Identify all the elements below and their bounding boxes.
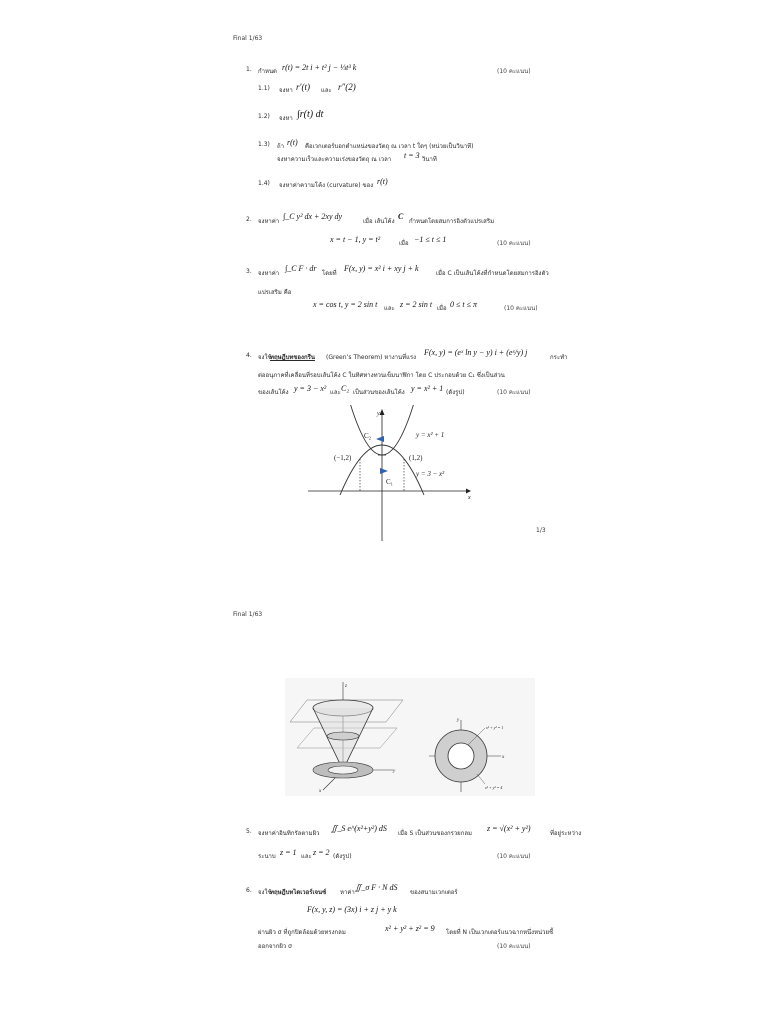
q6-text-c: ของสนามเวกเตอร์ bbox=[410, 889, 458, 896]
fig5-axis-x: x bbox=[319, 789, 322, 794]
fig4-y-arrow-icon bbox=[380, 409, 385, 415]
q3-range-text: เมื่อ bbox=[437, 305, 447, 312]
fig5-ring-outer-label: x² + y² = 4 bbox=[485, 785, 503, 790]
q5-text-a: จงหาค่าอินทิกรัลตามผิว bbox=[258, 830, 320, 837]
q1-3-line1: คือเวกเตอร์บอกตำแหน่งของวัตถุ ณ เวลา t ใดๆ (หน่วยเป็นวินาที) bbox=[305, 143, 474, 150]
fig4-axis-x-label: x bbox=[468, 495, 471, 501]
q3-text-c: เมื่อ C เป็นเส้นโค้งที่กำหนดโดยสมการอิงตัว bbox=[436, 270, 549, 277]
fig5-ring-inner-label: x² + y² = 1 bbox=[486, 725, 504, 730]
q1-vector-r: r(t) = 2t i + t² j − ⅓t³ k bbox=[282, 63, 357, 72]
q5-text-b: เมื่อ S เป็นส่วนของกรวยกลม bbox=[398, 830, 472, 837]
q1-4-number: 1.4) bbox=[258, 180, 270, 187]
q4-curve2-label: C₂ bbox=[341, 384, 350, 393]
fig4-label-upper-curve: y = x² + 1 bbox=[416, 431, 445, 439]
q4-curve1: y = 3 − x² bbox=[294, 384, 327, 393]
q2-text-c: กำหนดโดยสมการอิงตัวแปรเสริม bbox=[409, 218, 495, 225]
q5-plane-z2: z = 2 bbox=[313, 848, 330, 857]
fig4-label-lower-curve: y = 3 − x² bbox=[416, 470, 445, 478]
fig4-c1-direction-icon bbox=[380, 468, 388, 474]
q3-line2: แปรเสริม คือ bbox=[258, 289, 292, 296]
q6-points: (10 คะแนน) bbox=[497, 943, 531, 950]
q5-and: และ bbox=[301, 853, 312, 860]
q4-line3a: ของเส้นโค้ง bbox=[258, 389, 289, 396]
q4-text-c: กระทำ bbox=[550, 354, 568, 361]
q2-points: (10 คะแนน) bbox=[497, 240, 531, 247]
q1-points: (10 คะแนน) bbox=[497, 68, 531, 75]
q1-1-number: 1.1) bbox=[258, 85, 270, 92]
fig4-c2-direction-icon bbox=[376, 436, 384, 442]
q3-text-a: จงหาค่า bbox=[258, 270, 280, 277]
q1-2-text: จงหา bbox=[279, 115, 293, 122]
q2-text-b: เมื่อ เส้นโค้ง bbox=[363, 218, 395, 225]
q5-plane-z1: z = 1 bbox=[280, 848, 297, 857]
fig4-label-left-point: (−1,2) bbox=[334, 454, 352, 462]
q6-field: F(x, y, z) = (3x) i + z j + y k bbox=[307, 905, 397, 914]
q4-line3b: และ bbox=[330, 389, 341, 396]
q1-1-and: และ bbox=[321, 87, 332, 94]
q6-line3a: ผ่านผิว σ ที่ถูกปิดล้อมด้วยทรงกลม bbox=[258, 929, 346, 936]
q6-number: 6. bbox=[246, 887, 252, 894]
q3-integral: ∫_C F · dr bbox=[285, 264, 317, 273]
fig5-ring-axis-x: x bbox=[502, 755, 505, 760]
q1-number: 1. bbox=[246, 66, 252, 73]
q1-3-expr: r(t) bbox=[287, 138, 298, 147]
q5-surface: z = √(x² + y²) bbox=[487, 824, 531, 833]
q6-theorem: ทฤษฎีบทไดเวอร์เจนซ์ bbox=[270, 889, 327, 896]
q6-text-b: หาค่า bbox=[340, 889, 355, 896]
q1-1-expr-b: r″(2) bbox=[338, 82, 356, 92]
page-number: 1/3 bbox=[536, 527, 546, 534]
fig5-background bbox=[285, 678, 535, 796]
q6-line4: ออกจากผิว σ bbox=[258, 943, 292, 950]
page2-header: Final 1/63 bbox=[233, 611, 263, 618]
q2-param: x = t − 1, y = t² bbox=[330, 235, 381, 244]
q4-line3c: เป็นส่วนของเส้นโค้ง bbox=[353, 389, 405, 396]
q5-line2a: ระนาบ bbox=[258, 853, 276, 860]
fig5-ring-axis-y: y bbox=[457, 718, 460, 723]
q3-text-b: โดยที่ bbox=[322, 270, 337, 277]
q5-see-fig: (ดังรูป) bbox=[333, 853, 352, 860]
q1-2-expr: ∫r(t) dt bbox=[297, 109, 324, 120]
q2-range: −1 ≤ t ≤ 1 bbox=[414, 235, 447, 244]
fig4-label-right-point: (1,2) bbox=[409, 454, 423, 462]
fig5-axis-y: y bbox=[393, 769, 396, 774]
q1-1-expr-a: r′(t) bbox=[296, 82, 310, 92]
fig4-label-c1: C₁ bbox=[386, 478, 394, 486]
q6-text-a: จงใช้ bbox=[258, 889, 272, 896]
q1-3-number: 1.3) bbox=[258, 141, 270, 148]
q1-1-text: จงหา bbox=[279, 87, 293, 94]
fig4-axis-y-label: y bbox=[377, 411, 380, 417]
q2-integral: ∫_C y² dx + 2xy dy bbox=[283, 212, 343, 221]
q1-given: กำหนด bbox=[258, 68, 277, 75]
q3-field: F(x, y) = x² i + xy j + k bbox=[344, 264, 419, 273]
q3-param: x = cos t, y = 2 sin t bbox=[313, 300, 378, 309]
q1-3-if: ถ้า bbox=[277, 143, 285, 150]
q4-text-a: จงใช้ bbox=[258, 354, 272, 361]
q6-sphere: x² + y² + z² = 9 bbox=[385, 924, 435, 933]
q3-and: และ bbox=[384, 305, 395, 312]
q2-text-a: จงหาค่า bbox=[258, 218, 280, 225]
q4-figure bbox=[300, 405, 480, 545]
q1-3-time: t = 3 bbox=[404, 151, 420, 160]
q5-points: (10 คะแนน) bbox=[497, 853, 531, 860]
q4-theorem: ทฤษฎีบทของกรีน bbox=[270, 354, 315, 361]
q4-see-fig: (ดังรูป) bbox=[446, 389, 465, 396]
q5-figure bbox=[285, 678, 535, 796]
q1-4-text: จงหาค่าความโค้ง (curvature) ของ bbox=[279, 182, 374, 189]
q2-number: 2. bbox=[246, 216, 252, 223]
q5-integral: ∬_S e^(x²+y²) dS bbox=[331, 824, 387, 833]
q6-line3b: โดยที่ N เป็นเวกเตอร์แนวฉากหนึ่งหน่วยชี้ bbox=[446, 929, 554, 936]
q1-3-line2b: วินาที bbox=[422, 156, 437, 163]
q4-text-b: (Green’s Theorem) หางานที่แรง bbox=[326, 354, 417, 361]
q5-number: 5. bbox=[246, 828, 252, 835]
q1-2-number: 1.2) bbox=[258, 113, 270, 120]
q6-integral: ∬_σ F · N dS bbox=[355, 883, 398, 892]
q2-range-text: เมื่อ bbox=[399, 240, 409, 247]
fig4-label-c2: C₂ bbox=[364, 432, 372, 440]
q2-curve-c: C bbox=[398, 212, 404, 221]
q3-points: (10 คะแนน) bbox=[504, 305, 538, 312]
q1-4-expr: r(t) bbox=[377, 177, 388, 186]
q3-range: 0 ≤ t ≤ π bbox=[450, 300, 478, 309]
q5-text-c: ที่อยู่ระหว่าง bbox=[550, 830, 582, 837]
q1-3-line2a: จงหาความเร็วและความเร่งของวัตถุ ณ เวลา bbox=[277, 156, 392, 163]
q4-line2: ต่ออนุภาคที่เคลื่อนที่รอบเส้นโค้ง C ในทิศทางทวนเข็มนาฬิกา โดย C ประกอบด้วย C₁ ซึ่งเป็นส่วน bbox=[258, 372, 505, 379]
q3-param-z: z = 2 sin t bbox=[400, 300, 433, 309]
q4-field: F(x, y) = (eˣ ln y − y) i + (eˣ/y) j bbox=[424, 348, 528, 357]
fig5-axis-z: z bbox=[345, 684, 347, 689]
q4-curve2: y = x² + 1 bbox=[411, 384, 444, 393]
q3-number: 3. bbox=[246, 268, 252, 275]
q4-number: 4. bbox=[246, 352, 252, 359]
page1-header: Final 1/63 bbox=[233, 35, 263, 42]
q4-points: (10 คะแนน) bbox=[497, 389, 531, 396]
fig4-x-arrow-icon bbox=[466, 489, 471, 494]
